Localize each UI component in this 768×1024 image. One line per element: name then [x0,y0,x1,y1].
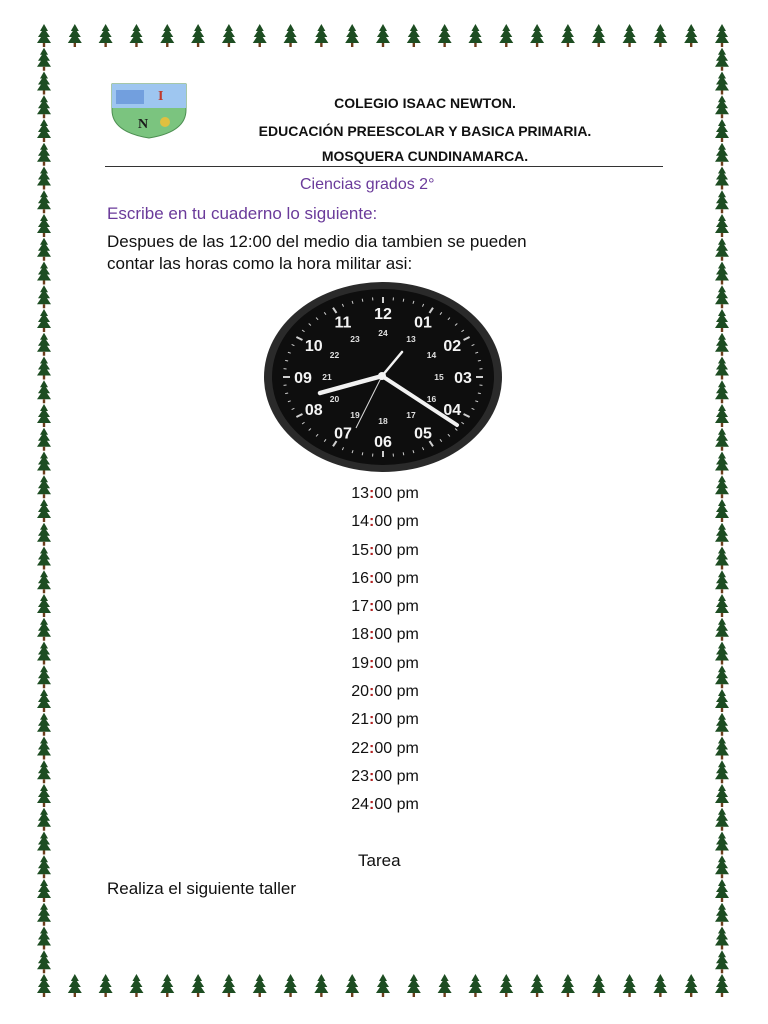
tree-icon [37,879,51,902]
tree-icon [345,974,359,997]
tree-icon [37,570,51,593]
clock-outer-number: 04 [443,402,462,419]
tree-icon [715,214,729,237]
tree-icon [37,499,51,522]
hour-colon: : [369,598,375,616]
tree-icon [129,24,143,47]
hour-item [300,738,470,766]
tree-icon [37,642,51,665]
tree-icon [715,190,729,213]
clock-tick [362,299,363,302]
tree-icon [160,24,174,47]
hour-item [300,596,470,624]
clock-inner-number: 13 [406,333,416,344]
tree-icon [592,24,606,47]
tree-icon [376,974,390,997]
tree-icon [715,974,729,997]
clock-inner-number: 15 [434,372,444,382]
tree-icon [684,974,698,997]
hour-suffix: 00 pm [374,711,419,729]
hour-suffix: 00 pm [374,485,419,502]
hour-suffix: 00 pm [374,654,419,672]
tree-icon [715,499,729,522]
hour-suffix: 00 pm [374,683,419,701]
tree-icon [715,523,729,546]
hour-value: 20 [351,683,369,701]
tree-icon [37,380,51,403]
hour-colon: : [369,485,375,502]
hour-colon: : [369,739,375,757]
tree-icon [191,974,205,997]
hour-value: 16 [351,569,369,587]
tree-icon [715,547,729,570]
tree-icon [407,974,421,997]
tree-icon [37,428,51,451]
tree-icon [499,24,513,47]
tree-icon [37,832,51,855]
tree-icon [715,927,729,950]
tree-icon [715,689,729,712]
tree-icon [160,974,174,997]
tree-icon [438,974,452,997]
tree-icon [715,570,729,593]
tree-icon [37,167,51,190]
tree-icon [715,950,729,973]
hour-item [300,709,470,737]
hour-colon: : [369,683,375,701]
tree-icon [37,737,51,760]
tree-icon [191,24,205,47]
clock-outer-number: 06 [374,434,392,451]
clock-inner-number: 18 [378,416,388,426]
tree-icon [99,24,113,47]
tree-icon [37,333,51,356]
tree-icon [37,119,51,142]
explanation-line-2: contar las horas como la hora militar asi: [107,254,413,273]
school-logo [110,80,188,140]
clock-inner-number: 14 [426,350,437,360]
tree-icon [37,95,51,118]
tree-icon [222,24,236,47]
clock-outer-number: 01 [414,314,432,332]
tree-icon [715,594,729,617]
school-name: COLEGIO ISAAC NEWTON. [334,95,516,111]
hour-colon: : [369,569,375,587]
hour-item [300,624,470,652]
hour-value: 15 [351,541,369,559]
tree-icon [561,24,575,47]
tree-icon [37,285,51,308]
clock-tick [285,393,288,394]
tree-icon [715,285,729,308]
tree-icon [715,452,729,475]
tree-icon [37,24,51,47]
hour-suffix: 00 pm [374,598,419,616]
clock-tick [478,360,481,361]
hour-colon: : [369,796,375,814]
clock-inner-number: 21 [322,372,332,382]
homework-title: Tarea [358,851,401,870]
clock-outer-number: 02 [443,338,462,355]
tree-icon [284,974,298,997]
clock-tick [362,452,363,455]
clock-inner-number: 17 [406,410,416,421]
hour-colon: : [369,711,375,729]
hour-suffix: 00 pm [374,626,419,644]
tree-icon [623,974,637,997]
tree-icon [37,238,51,261]
tree-icon [68,24,82,47]
tree-icon [222,974,236,997]
tree-icon [37,903,51,926]
tree-icon [715,475,729,498]
tree-icon [37,950,51,973]
homework-text: Realiza el siguiente taller [107,879,296,898]
tree-icon [715,380,729,403]
tree-icon [715,784,729,807]
tree-icon [37,594,51,617]
hour-value: 13 [351,485,369,502]
tree-icon [37,713,51,736]
hour-value: 14 [351,513,369,531]
explanation-paragraph [107,231,527,275]
tree-icon [37,689,51,712]
hour-item [300,766,470,794]
tree-icon [715,428,729,451]
tree-icon [715,262,729,285]
tree-icon [715,357,729,380]
tree-icon [37,927,51,950]
military-clock [262,280,504,474]
hour-value: 21 [351,711,369,729]
clock-outer-number: 07 [334,425,352,443]
tree-icon [37,523,51,546]
tree-icon [715,903,729,926]
tree-icon [438,24,452,47]
school-level: EDUCACIÓN PREESCOLAR Y BASICA PRIMARIA. [258,123,592,139]
tree-icon [715,618,729,641]
tree-icon [37,404,51,427]
hour-item [300,483,470,511]
clock-tick [403,299,404,302]
logo-letter-i: I [158,89,164,104]
clock-outer-number: 11 [334,314,352,332]
tree-icon [715,808,729,831]
tree-icon [37,974,51,997]
tree-icon [37,262,51,285]
tree-icon [623,24,637,47]
explanation-line-1: Despues de las 12:00 del medio dia tambien se pueden [107,232,527,251]
tree-icon [715,737,729,760]
tree-icon [37,214,51,237]
hour-suffix: 00 pm [374,541,419,559]
hour-value: 18 [351,626,369,644]
clock-inner-number: 22 [329,350,340,360]
tree-icon [715,760,729,783]
hour-suffix: 00 pm [374,513,419,531]
instruction-text: Escribe en tu cuaderno lo siguiente: [107,204,378,223]
tree-icon [715,832,729,855]
hour-suffix: 00 pm [374,767,419,785]
tree-icon [37,808,51,831]
tree-icon [99,974,113,997]
tree-icon [715,24,729,47]
tree-icon [653,24,667,47]
hour-colon: : [369,767,375,785]
tree-icon [284,24,298,47]
military-hours-list [300,483,470,823]
tree-icon [37,760,51,783]
tree-icon [37,665,51,688]
tree-icon [499,974,513,997]
tree-icon [715,713,729,736]
hour-value: 23 [351,767,369,785]
tree-icon [715,333,729,356]
tree-icon [37,309,51,332]
clock-tick [403,452,404,455]
clock-outer-number: 05 [414,425,432,443]
logo-letter-n: N [138,117,149,132]
tree-icon [37,618,51,641]
clock-outer-number: 12 [374,306,392,323]
hour-item [300,681,470,709]
clock-inner-number: 23 [350,333,360,344]
tree-icon [129,974,143,997]
clock-tick [285,360,288,361]
hour-item [300,511,470,539]
tree-icon [314,974,328,997]
hour-value: 22 [351,739,369,757]
tree-icon [715,95,729,118]
hour-value: 17 [351,598,369,616]
tree-icon [715,119,729,142]
header-divider [105,166,663,167]
tree-icon [715,48,729,71]
hour-colon: : [369,654,375,672]
tree-icon [592,974,606,997]
tree-icon [530,974,544,997]
tree-icon [715,879,729,902]
tree-icon [68,974,82,997]
tree-icon [345,24,359,47]
tree-icon [37,452,51,475]
tree-icon [37,48,51,71]
tree-icon [561,974,575,997]
tree-icon [715,238,729,261]
tree-icon [715,309,729,332]
tree-icon [253,24,267,47]
hour-item [300,568,470,596]
tree-icon [37,547,51,570]
hour-suffix: 00 pm [374,569,419,587]
hour-item [300,540,470,568]
tree-icon [468,974,482,997]
tree-icon [253,974,267,997]
tree-icon [37,143,51,166]
tree-icon [715,143,729,166]
tree-icon [37,357,51,380]
school-city: MOSQUERA CUNDINAMARCA. [321,148,529,164]
tree-icon [715,72,729,95]
clock-inner-number: 16 [426,394,437,404]
tree-icon [715,167,729,190]
hour-item [300,653,470,681]
clock-inner-number: 20 [329,394,340,404]
clock-outer-number: 08 [304,402,323,419]
clock-inner-number: 19 [350,410,360,421]
hour-value: 19 [351,654,369,672]
tree-icon [37,72,51,95]
hour-colon: : [369,541,375,559]
tree-icon [653,974,667,997]
tree-icon [715,855,729,878]
tree-icon [37,784,51,807]
hour-colon: : [369,513,375,531]
tree-icon [684,24,698,47]
clock-inner-number: 24 [378,328,388,338]
tree-icon [715,404,729,427]
clock-outer-number: 09 [294,370,312,387]
hour-item [300,794,470,822]
hour-colon: : [369,626,375,644]
tree-icon [37,855,51,878]
tree-icon [37,475,51,498]
tree-icon [468,24,482,47]
hour-suffix: 00 pm [374,739,419,757]
tree-icon [407,24,421,47]
hour-value: 24 [351,796,369,814]
clock-outer-number: 10 [304,338,323,355]
tree-icon [715,642,729,665]
clock-tick [478,393,481,394]
tree-icon [314,24,328,47]
tree-icon [376,24,390,47]
tree-icon [715,665,729,688]
clock-outer-number: 03 [454,370,472,387]
tree-icon [530,24,544,47]
subject-title: Ciencias grados 2° [300,176,435,193]
hour-suffix: 00 pm [374,796,419,814]
tree-icon [37,190,51,213]
